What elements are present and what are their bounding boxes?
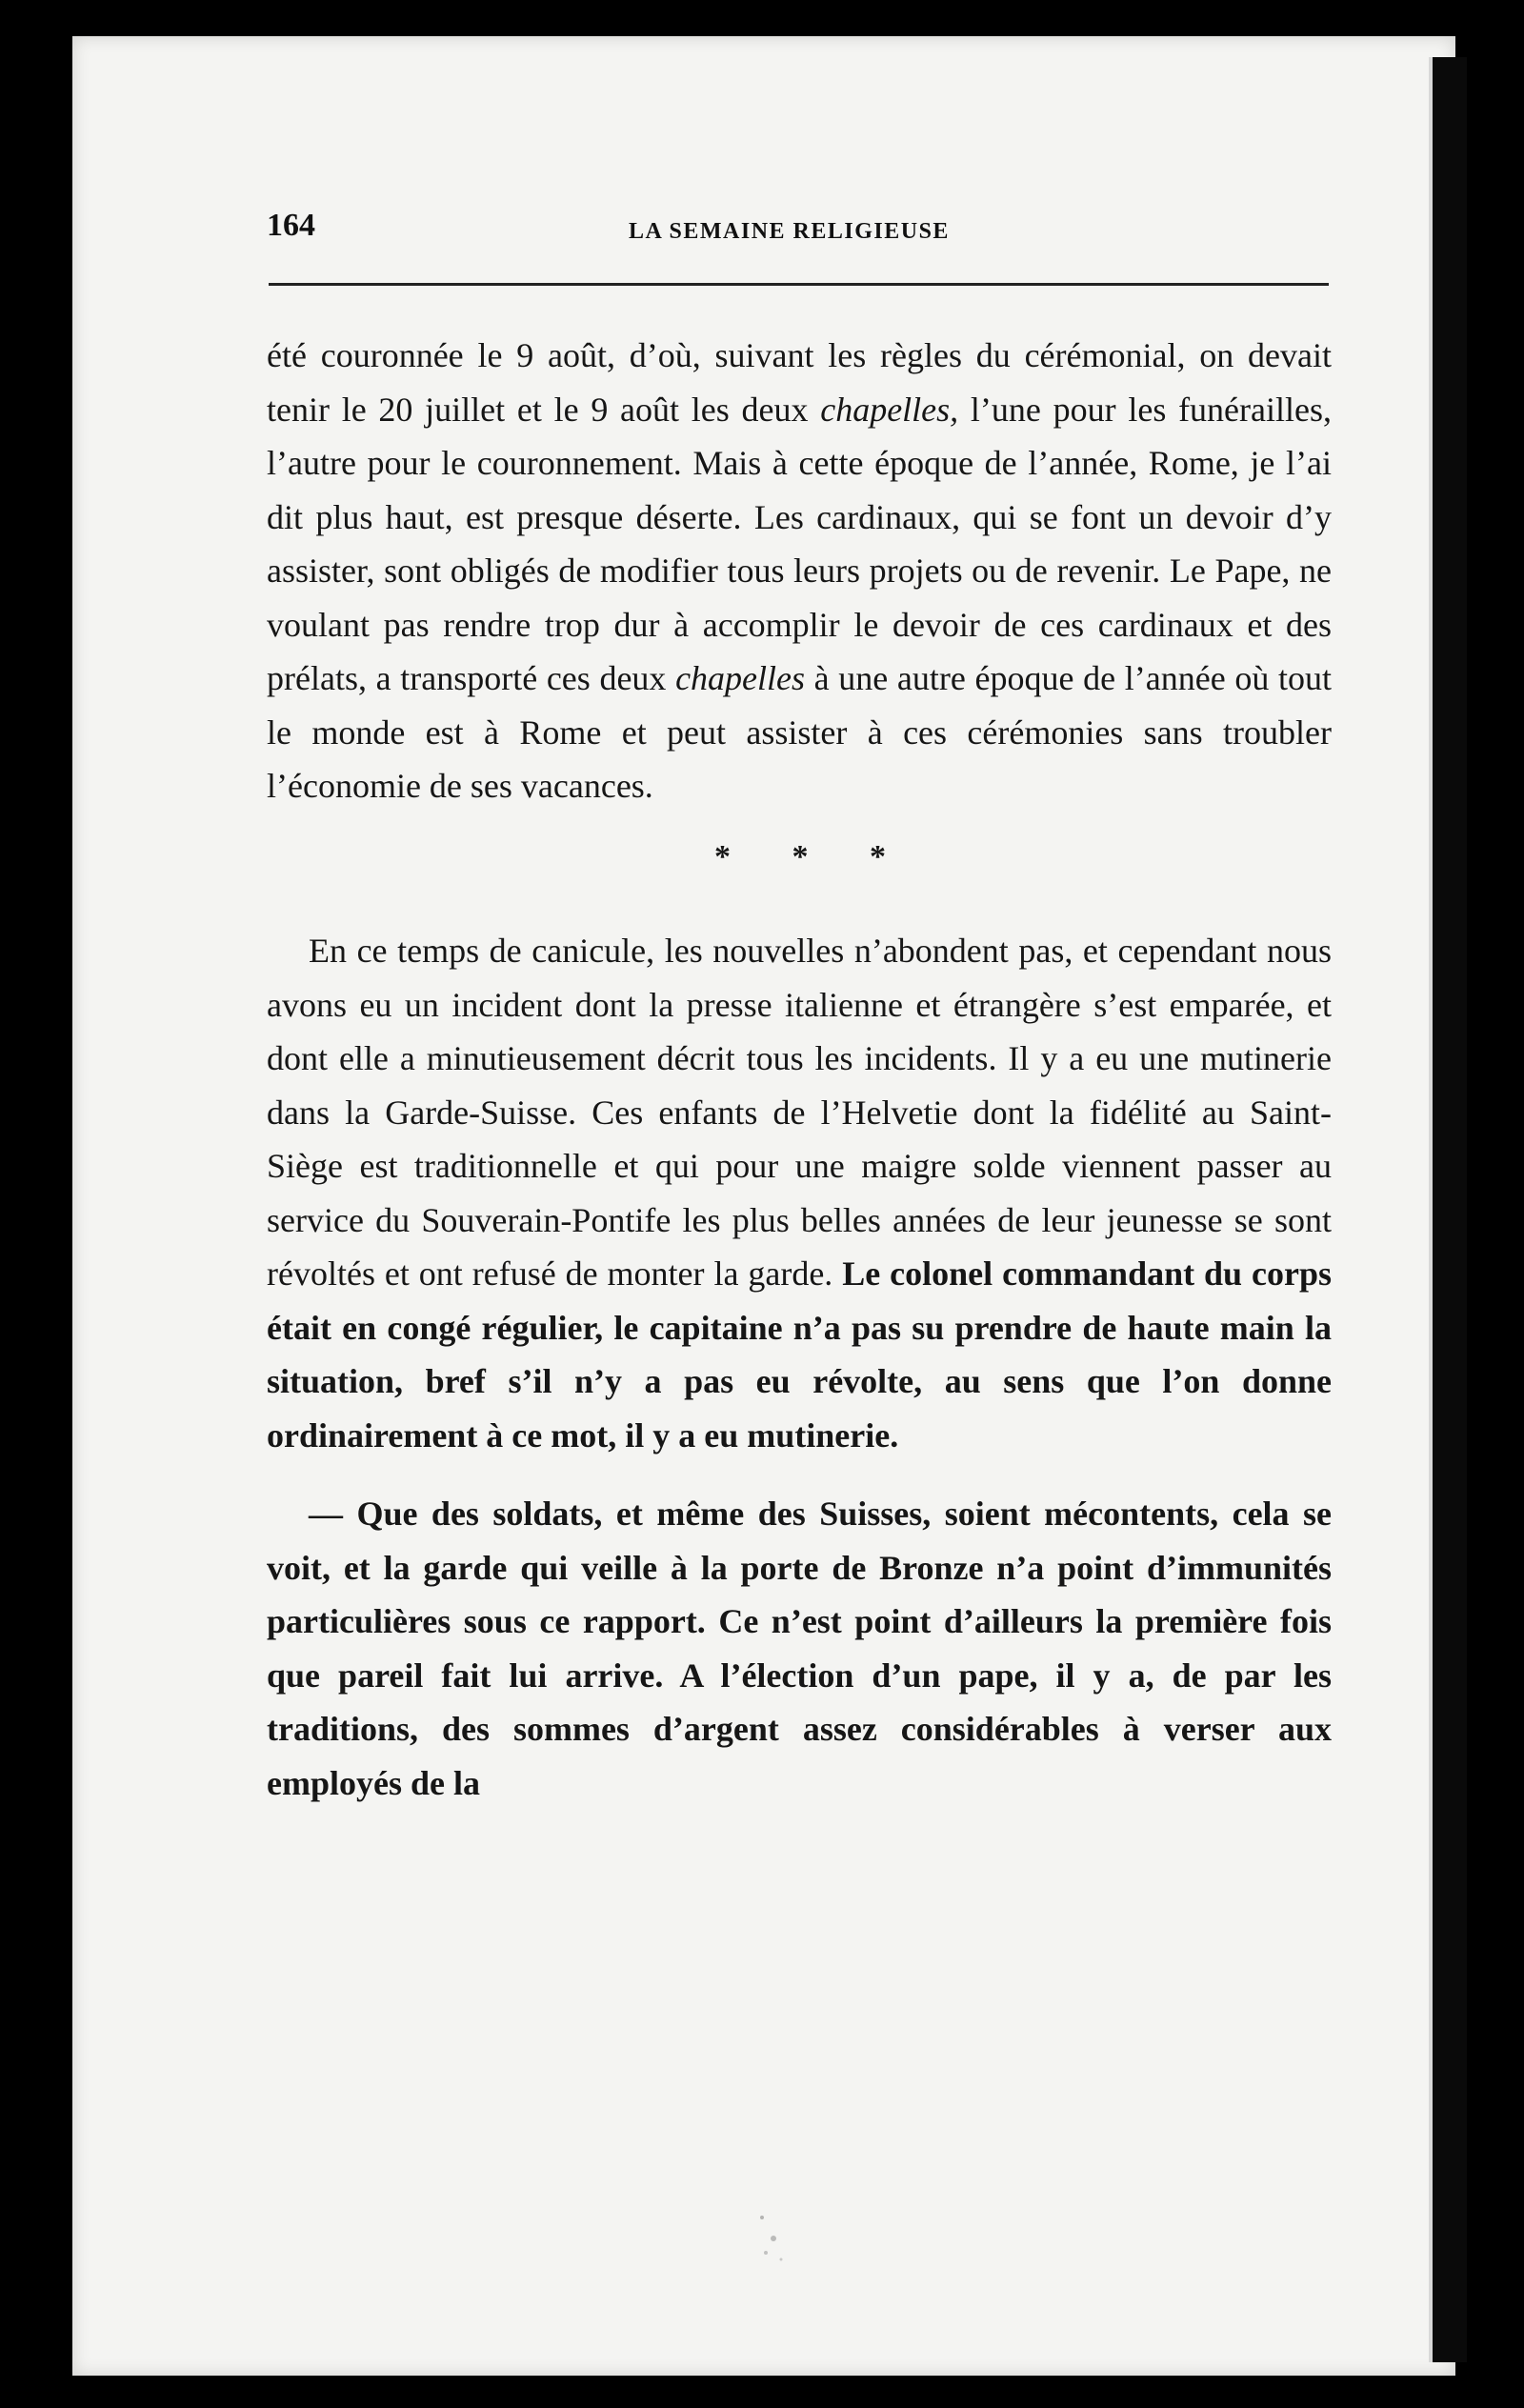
header-rule <box>269 283 1329 286</box>
paragraph-2-text-a: En ce temps de canicule, les nouvelles n’abondent pas, et cependant nous avons eu un incident dont la presse italienne et étrangère s’est emparée, et dont elle a minutieusement décrit tous les incidents. Il y a eu une mutinerie dans la Garde-Suisse. Ces enfants de l’Helvetie dont la fidélité au Saint-Siège est traditionnelle et qui pour une maigre solde viennent passer au service du Souverain-Pontife les plus belles années de leur jeunesse se sont révoltés et ont refusé de monter la garde. <box>267 932 1332 1293</box>
paragraph-1-italic-1: chapelles, <box>820 390 959 429</box>
paragraph-2 <box>267 924 1332 1462</box>
paragraph-1-text-a: été couronnée le 9 août, d’où, suivant les règles du cérémonial, on devait tenir le 20 juillet et le 9 août les deux <box>267 336 1332 429</box>
paragraph-1-text-c: à une autre époque de l’année où tout le monde est à Rome et peut assister à ces cérémonies sans troubler l’économie de ses vacances. <box>267 659 1332 805</box>
paragraph-1-text-b: l’une pour les funérailles, l’autre pour le couronnement. Mais à cette époque de l’année, Rome, je l’ai dit plus haut, est presque déserte. Les cardinaux, qui se font un devoir d’y assister, sont obligés de modifier tous leurs projets ou de revenir. Le Pape, ne voulant pas rendre trop dur à accomplir le devoir de ces cardinaux et des prélats, a transporté ces deux <box>267 390 1332 697</box>
paragraph-2-text-b: Le colonel commandant du corps était en congé régulier, le capitaine n’a pas su prendre de haute main la situation, bref s’il n’y a pas eu révolte, au sens que l’on donne ordinairement à ce mot, il y a eu mutinerie. <box>267 1254 1332 1455</box>
running-head: LA SEMAINE RELIGIEUSE <box>629 219 950 244</box>
section-separator: * * * <box>714 838 912 874</box>
paragraph-3: — Que des soldats, et même des Suisses, soient mécontents, cela se voit, et la garde qui veille à la porte de Bronze n’a point d’immunités particulières sous ce rapport. Ce n’est point d’ailleurs la première fois que pareil fait lui arrive. A l’élection d’un pape, il y a, de par les traditions, des sommes d’argent assez considérables à verser aux employés de la <box>267 1495 1332 1802</box>
page-header <box>267 200 1329 257</box>
page-number: 164 <box>267 208 315 243</box>
paragraph-1 <box>267 329 1332 813</box>
page-edge-shadow <box>1429 57 1467 2362</box>
paragraph-1-italic-2: chapelles <box>675 659 806 697</box>
print-specks <box>752 2210 791 2267</box>
body-text <box>267 329 1332 1810</box>
